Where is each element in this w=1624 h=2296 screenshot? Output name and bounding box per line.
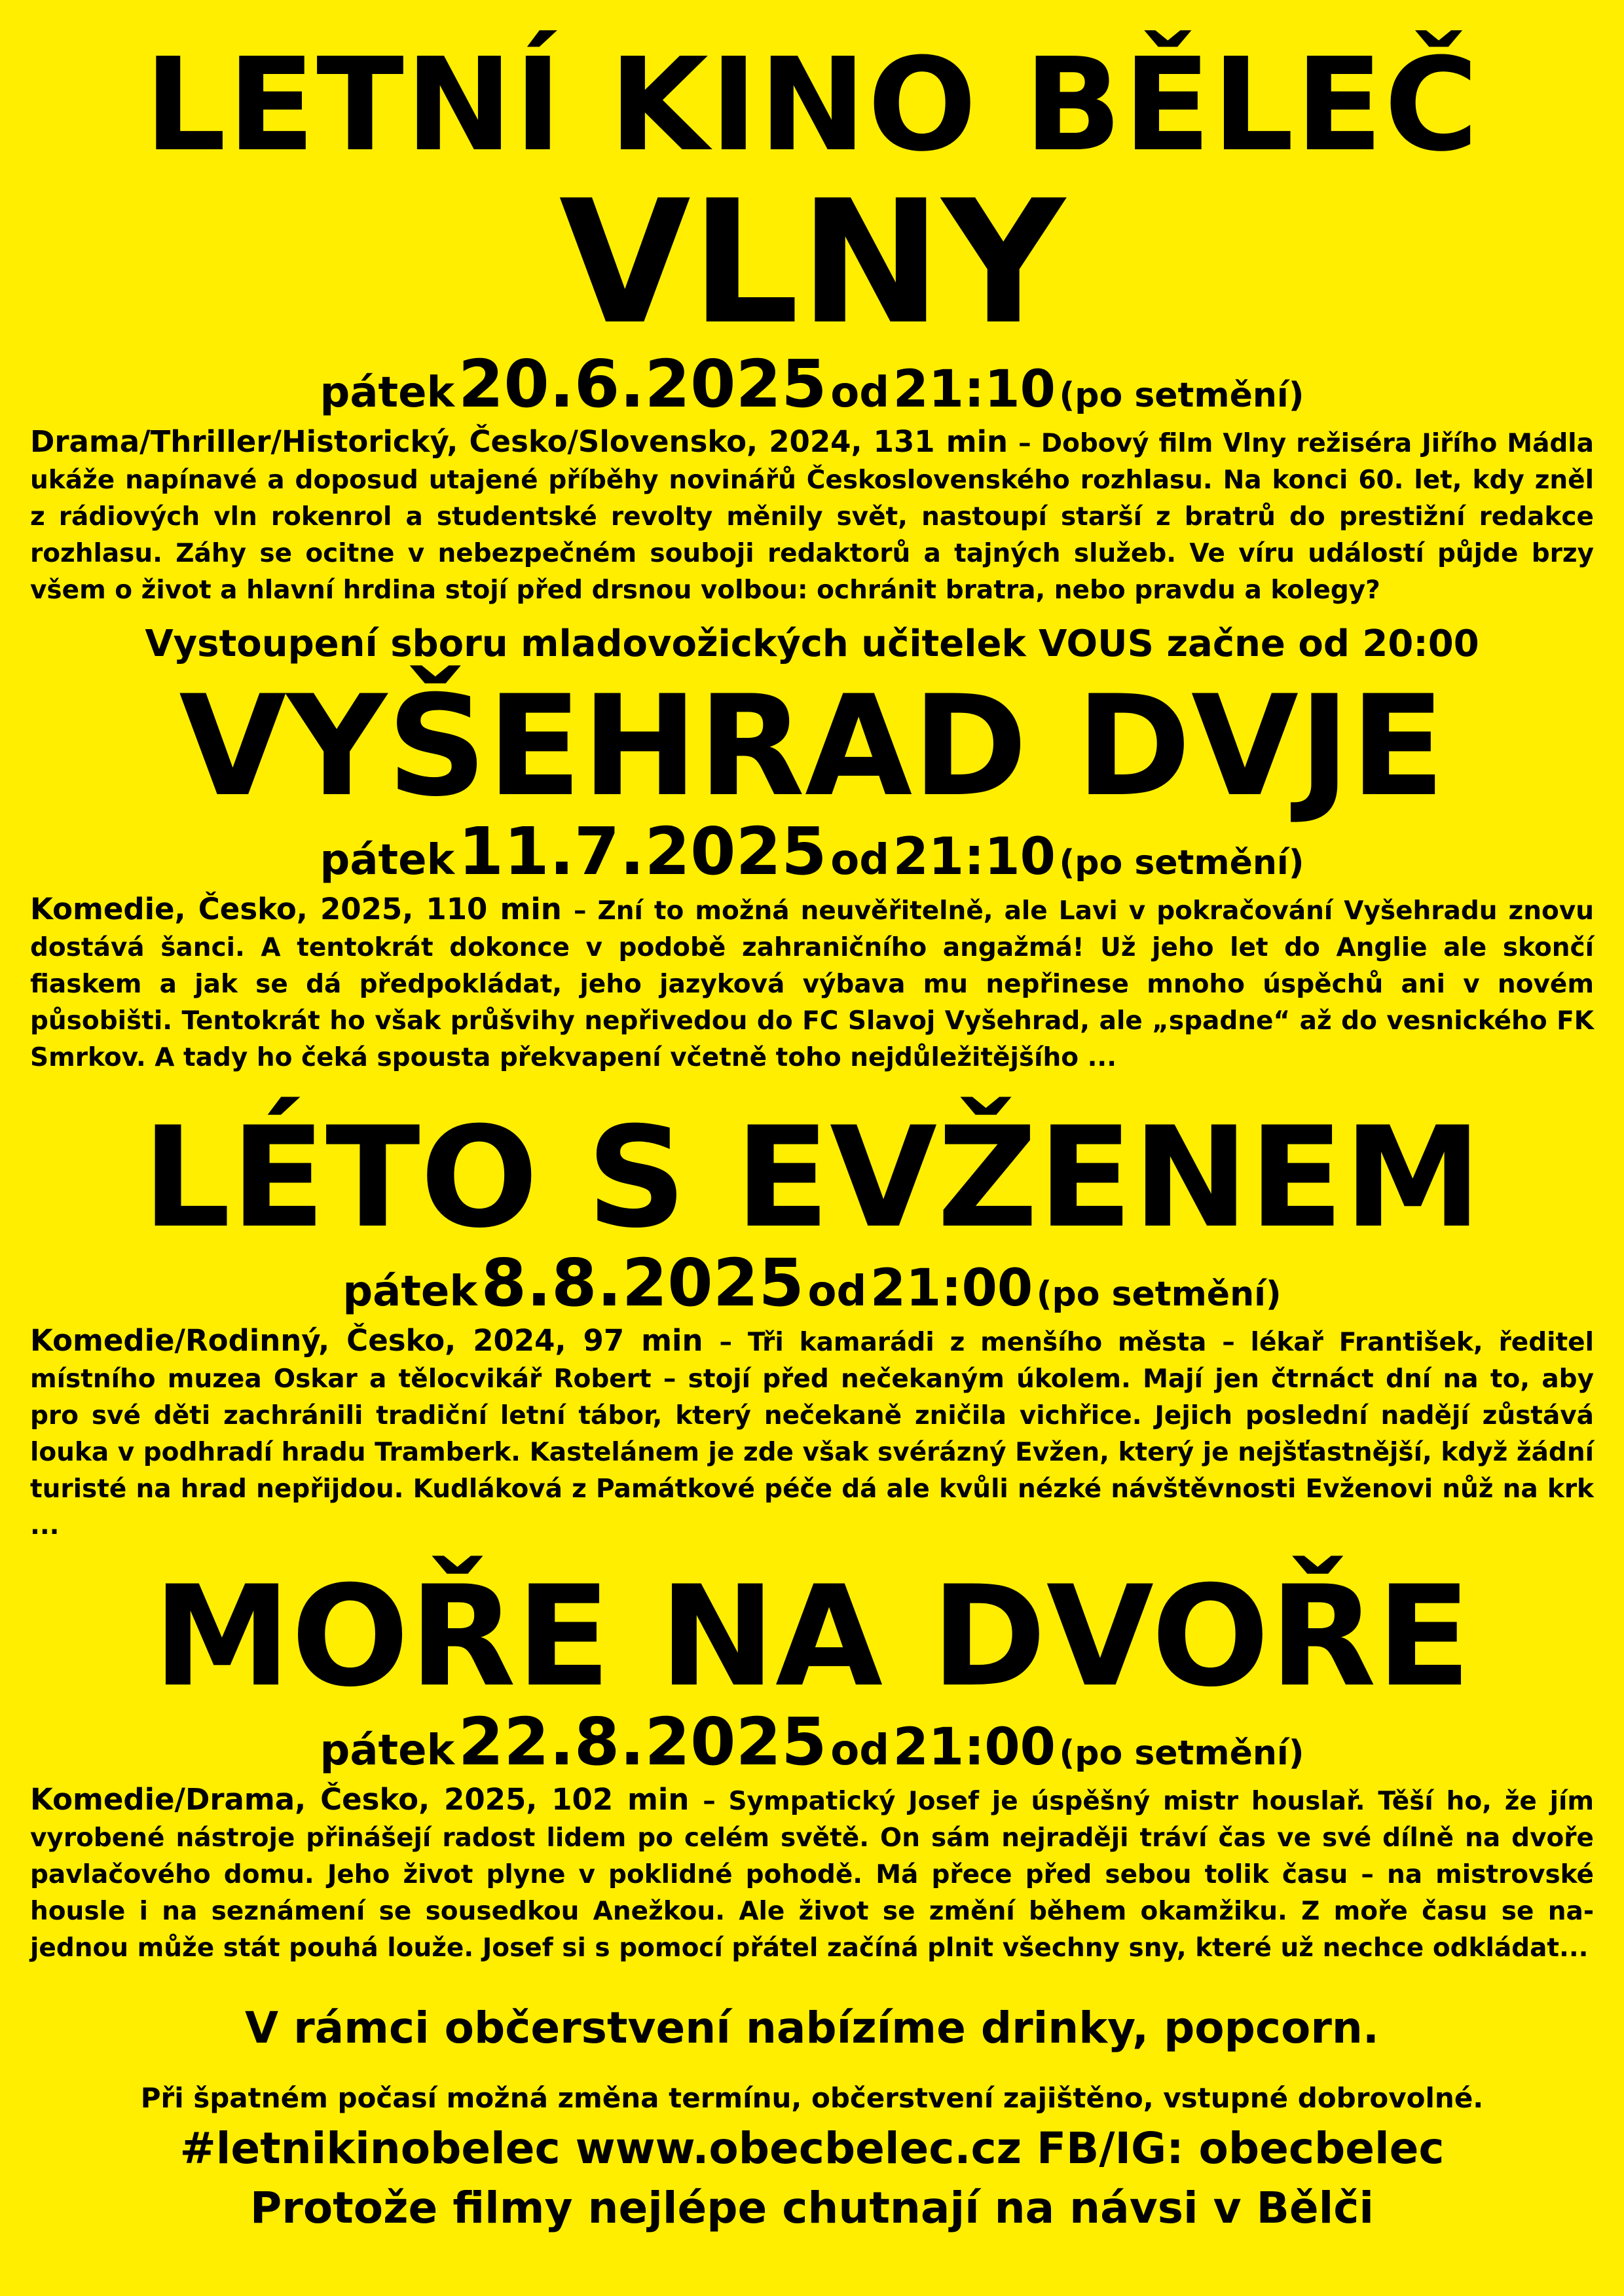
film-synopsis: – Dobový film Vlny režiséra Jiřího Mádla ukáže napínavé a doposud utajené příběhy novinářů Československého rozhlasu. Na konci 60. let, kdy zněl z rádiových vln rokenrol a studentské revolty měnily svět, nastoupí starší z bratrů do prestižní redakce rozhlasu. Záhy se ocitne v nebezpečném souboji redaktorů a tajných služeb. Ve víru událostí půjde brzy všem o život a hlavní hrdina stojí před drsnou volbou: ochránit bratra, nebo pravdu a kolegy? [30, 429, 1594, 605]
weather-note: Při špatném počasí možná změna termínu, občerstvení zajištěno, vstupné dobrovolné. [140, 2082, 1484, 2114]
screening-date: 11.7.2025 [458, 813, 827, 890]
film-description [30, 892, 1594, 1076]
screening-date: 20.6.2025 [458, 346, 827, 422]
screening-time: 21:00 [893, 1718, 1056, 1777]
poster-title: LETNÍ KINO BĚLEČ [144, 31, 1480, 180]
screening-time: 21:10 [893, 360, 1056, 419]
film-description [30, 1323, 1594, 1544]
film-description [30, 1782, 1594, 1966]
film-title: VLNY [559, 164, 1065, 362]
film-synopsis: – Sympatický Josef je úspěšný mistr houslař. Těší ho, že jím vyrobené nástroje přinášejí radost lidem po celém světě. On sám nejraději tráví čas ve své dílně na dvoře pavlačového domu. Jeho život plyne v poklidné pohodě. Má přece před sebou tolik času – na mistrovské housle i na seznámení se sousedkou Anežkou. Ale život se změní během okamžiku. Z moře času se na-jednou může stát pouhá louže. Josef si s pomocí přátel začíná plnit všechny sny, které už nechce odkládat... [30, 1787, 1595, 1963]
screening-from-label: od [830, 1726, 890, 1775]
screening-date: 22.8.2025 [458, 1704, 827, 1780]
screening-day: pátek [320, 369, 455, 417]
screening-note: (po setmění) [1059, 1734, 1304, 1773]
film-more-na-dvore [30, 1556, 1595, 1966]
film-meta: Komedie, Česko, 2025, 110 min [30, 892, 562, 926]
screening-date: 8.8.2025 [481, 1245, 804, 1321]
screening-date-line [30, 348, 1594, 420]
choir-announcement: Vystoupení sboru mladovožických učitelek VOUS začne od 20:00 [145, 623, 1479, 665]
film-leto-s-evzenem [30, 1097, 1594, 1544]
film-vlny [30, 164, 1594, 665]
screening-from-label: od [830, 836, 890, 884]
film-description [30, 424, 1594, 608]
film-title: LÉTO S EVŽENEM [142, 1097, 1482, 1258]
film-meta: Komedie/Drama, Česko, 2025, 102 min [30, 1782, 690, 1817]
screening-day: pátek [320, 1726, 455, 1775]
film-vysehrad-dvje [30, 665, 1595, 1076]
screening-day: pátek [342, 1267, 477, 1316]
screening-from-label: od [830, 369, 890, 417]
screening-time: 21:00 [870, 1259, 1033, 1318]
film-title: MOŘE NA DVOŘE [153, 1556, 1471, 1717]
screening-note: (po setmění) [1059, 843, 1304, 883]
screening-note: (po setmění) [1036, 1275, 1282, 1314]
contact-links: #letnikinobelec www.obecbelec.cz FB/IG: obecbelec [179, 2123, 1445, 2174]
film-synopsis: – Tři kamarádi z menšího města – lékař František, ředitel místního muzea Oskar a tělocvikář Robert – stojí před nečekaným úkolem. Mají jen čtrnáct dní na to, aby pro své děti zachránili tradiční letní tábor, který nečekaně zničila vichřice. Jejich poslední nadějí zůstává louka v podhradí hradu Tramberk. Kastelánem je zde však svérázný Evžen, který je nejšťastnější, když žádní turisté na hrad nepřijdou. Kudláková z Památkové péče dá ale kvůli nézké návštěvnosti Evženovi nůž na krk ... [30, 1328, 1594, 1540]
screening-time: 21:10 [893, 828, 1056, 886]
screening-from-label: od [807, 1267, 867, 1316]
film-meta: Drama/Thriller/Historický, Česko/Slovensko, 2024, 131 min [30, 424, 1008, 459]
screening-day: pátek [320, 836, 455, 884]
poster-slogan: Protože filmy nejlépe chutnají na návsi v Bělči [249, 2183, 1375, 2233]
screening-note: (po setmění) [1059, 376, 1304, 415]
refreshments-note: V rámci občerstvení nabízíme drinky, popcorn. [245, 2003, 1379, 2053]
film-title: VYŠEHRAD DVJE [179, 665, 1445, 827]
film-meta: Komedie/Rodinný, Česko, 2024, 97 min [30, 1323, 703, 1358]
film-synopsis: – Zní to možná neuvěřitelně, ale Lavi v pokračování Vyšehradu znovu dostává šanci. A tentokrát dokonce v podobě zahraničního angažmá! Už jeho let do Anglie ale skončí fiaskem a jak se dá předpokládat, jeho jazyková výbava mu nepřinese mnoho úspěchů ani v novém působišti. Tentokrát ho však průšvihy nepřivedou do FC Slavoj Vyšehrad, ale „spadne“ až do vesnického FK Smrkov. A tady ho čeká spousta překvapení včetně toho nejdůležitějšího ... [30, 896, 1595, 1072]
